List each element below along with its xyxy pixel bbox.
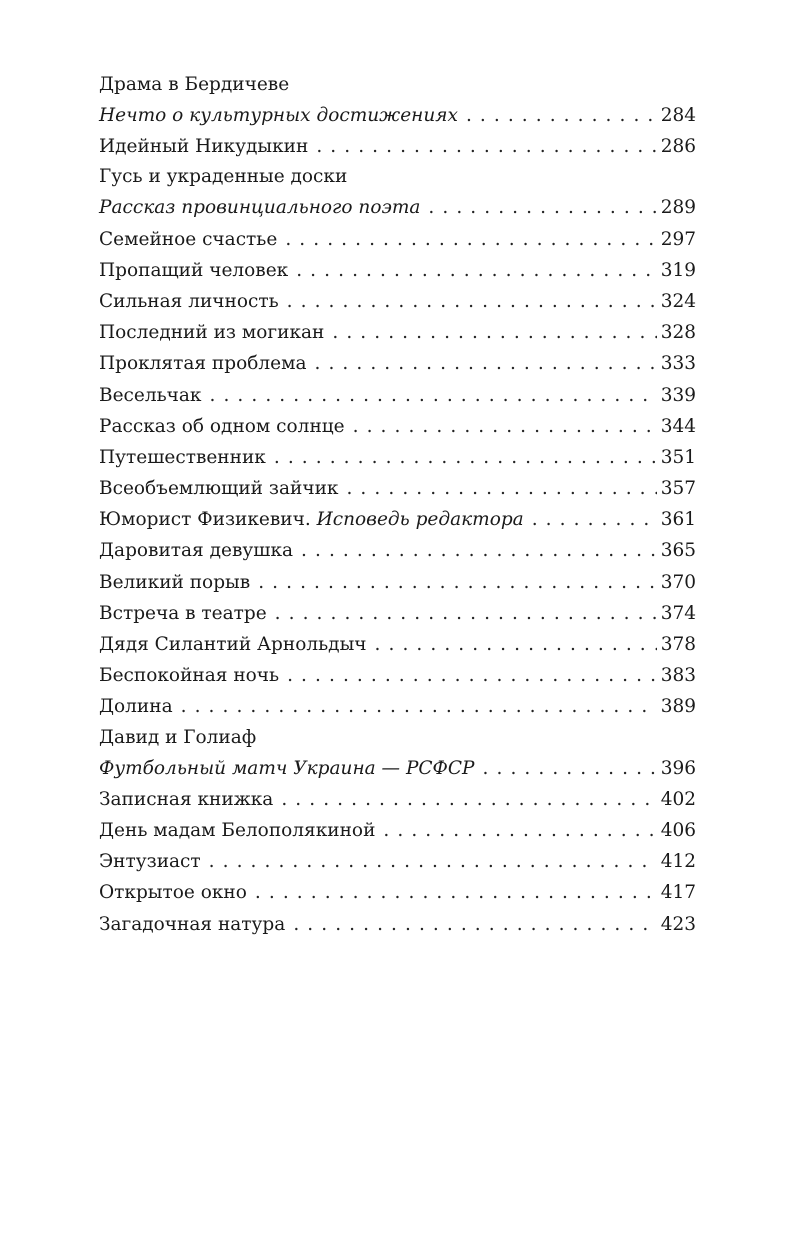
page-number: 297: [660, 228, 696, 250]
page-number: 396: [660, 757, 696, 779]
toc-entry-title: [99, 815, 375, 846]
dot-leader: [316, 131, 656, 162]
toc-subtitle-italic: Нечто о культурных достижениях: [99, 105, 458, 126]
dot-leader: [209, 846, 657, 877]
toc-entry[interactable]: [99, 909, 696, 940]
page-number: 365: [660, 540, 696, 562]
dot-leader: [285, 224, 656, 255]
toc-title-text: Всеобъемлющий зайчик: [99, 478, 339, 500]
toc-title-text: Загадочная натура: [99, 913, 286, 935]
dot-leader: [210, 380, 657, 411]
toc-title-text: Юморист Физикевич.: [99, 509, 317, 531]
toc-entry[interactable]: [99, 784, 696, 815]
toc-title-text: Беспокойная ночь: [99, 665, 280, 687]
toc-entry-heading: [99, 70, 696, 100]
toc-entry-title: [99, 131, 308, 162]
toc-title-text: Путешественник: [99, 446, 266, 468]
toc-entry-title: [99, 255, 288, 286]
toc-entry[interactable]: [99, 504, 696, 535]
toc-entry[interactable]: [99, 192, 696, 223]
toc-subtitle-italic: Рассказ провинциального поэта: [99, 197, 421, 219]
toc-entry-title: [99, 473, 338, 504]
toc-entry-title: [99, 348, 306, 379]
toc-title-text: Пропащий человек: [99, 259, 289, 281]
toc-entry-title: [99, 317, 324, 348]
toc-title-text: День мадам Белополякиной: [99, 819, 376, 841]
page-number: 286: [660, 136, 696, 158]
toc-entry-heading: [99, 162, 696, 192]
toc-entry[interactable]: [99, 442, 696, 473]
toc-entry[interactable]: [99, 598, 696, 629]
dot-leader: [483, 753, 657, 784]
dot-leader: [258, 567, 657, 598]
page-number: 339: [660, 384, 696, 406]
toc-entry-title: [99, 224, 277, 255]
page-number: 374: [660, 602, 696, 624]
toc-heading-text: Гусь и украденные доски: [99, 166, 348, 188]
toc-entry-title: [99, 753, 475, 784]
toc-entry-title: [99, 846, 201, 877]
page-number: 370: [660, 571, 696, 593]
toc-title-text: Дядя Силантий Арнольдыч: [99, 634, 367, 655]
toc-entry[interactable]: [99, 317, 696, 348]
page-number: 361: [660, 509, 696, 531]
page-number: 328: [660, 322, 696, 344]
dot-leader: [255, 877, 657, 908]
toc-title-text: Идейный Никудыкин: [99, 136, 309, 158]
toc-entry-title: [99, 784, 273, 815]
dot-leader: [332, 317, 656, 348]
dot-leader: [532, 504, 657, 535]
page-number: 417: [660, 882, 696, 904]
toc-entry[interactable]: [99, 660, 696, 691]
toc-entry-title: [99, 629, 367, 660]
toc-entry[interactable]: [99, 753, 696, 784]
toc-entry-title: [99, 192, 420, 223]
toc-subtitle-italic: Футбольный матч Украина — РСФСР: [99, 757, 475, 779]
page-number: 319: [660, 259, 696, 281]
toc-title-text: Последний из могикан: [99, 322, 325, 344]
toc-entry[interactable]: [99, 691, 696, 722]
page-number: 333: [660, 353, 696, 375]
toc-entry-heading: [99, 723, 696, 753]
toc-entry[interactable]: [99, 286, 696, 317]
dot-leader: [301, 535, 657, 566]
page-number: 324: [660, 290, 696, 312]
dot-leader: [375, 629, 657, 660]
toc-title-text: Энтузиаст: [99, 851, 201, 873]
toc-entry-title: [99, 598, 267, 629]
toc-entry[interactable]: [99, 255, 696, 286]
toc-entry[interactable]: [99, 629, 696, 660]
toc-title-text: Великий порыв: [99, 571, 251, 593]
page-number: 357: [660, 478, 696, 500]
toc-subtitle-italic: Исповедь редактора: [316, 509, 524, 531]
table-of-contents: [99, 70, 696, 940]
dot-leader: [287, 286, 657, 317]
page-number: 406: [660, 819, 696, 841]
dot-leader: [287, 660, 657, 691]
toc-entry[interactable]: [99, 846, 696, 877]
dot-leader: [181, 691, 657, 722]
toc-title-text: Проклятая проблема: [99, 353, 307, 375]
dot-leader: [428, 192, 656, 223]
toc-entry[interactable]: [99, 473, 696, 504]
toc-title-text: Семейное счастье: [99, 228, 278, 250]
page-number: 289: [660, 197, 696, 219]
toc-entry[interactable]: [99, 877, 696, 908]
page-number: 383: [660, 665, 696, 687]
toc-entry[interactable]: [99, 131, 696, 162]
toc-entry-title: [99, 660, 279, 691]
toc-entry[interactable]: [99, 348, 696, 379]
toc-entry[interactable]: [99, 100, 696, 131]
toc-entry-title: [99, 286, 279, 317]
dot-leader: [466, 100, 657, 131]
toc-title-text: Сильная личность: [99, 290, 279, 312]
toc-entry-title: [99, 535, 293, 566]
page-number: 389: [660, 696, 696, 718]
toc-entry-title: [99, 411, 345, 442]
toc-entry-title: [99, 567, 250, 598]
page-number: 402: [660, 788, 696, 810]
toc-entry[interactable]: [99, 380, 696, 411]
page-number: 284: [660, 105, 696, 126]
toc-title-text: Рассказ об одном солнце: [99, 415, 345, 437]
toc-heading-text: Драма в Бердичеве: [99, 74, 290, 95]
page-number: 344: [660, 415, 696, 437]
dot-leader: [275, 598, 657, 629]
toc-entry[interactable]: [99, 567, 696, 598]
page-number: 351: [660, 446, 696, 468]
toc-entry-title: [99, 877, 247, 908]
toc-entry[interactable]: [99, 224, 696, 255]
toc-title-text: Открытое окно: [99, 882, 247, 904]
toc-title-text: Записная книжка: [99, 788, 274, 810]
toc-title-text: Весельчак: [99, 384, 202, 406]
page-number: 378: [660, 634, 696, 655]
dot-leader: [353, 411, 657, 442]
toc-entry-title: [99, 100, 458, 131]
dot-leader: [281, 784, 656, 815]
toc-heading-text: Давид и Голиаф: [99, 726, 257, 748]
dot-leader: [274, 442, 657, 473]
dot-leader: [293, 909, 656, 940]
dot-leader: [383, 815, 656, 846]
dot-leader: [346, 473, 656, 504]
dot-leader: [296, 255, 656, 286]
toc-entry-title: [99, 380, 202, 411]
toc-title-text: Встреча в театре: [99, 602, 267, 624]
toc-entry[interactable]: [99, 411, 696, 442]
dot-leader: [314, 348, 656, 379]
page-number: 412: [660, 851, 696, 873]
toc-entry[interactable]: [99, 815, 696, 846]
toc-title-text: Долина: [99, 696, 173, 718]
toc-title-text: Даровитая девушка: [99, 540, 294, 562]
toc-entry-title: [99, 691, 173, 722]
page-number: 423: [660, 913, 696, 935]
toc-entry-title: [99, 504, 524, 535]
toc-entry-title: [99, 909, 285, 940]
toc-entry[interactable]: [99, 535, 696, 566]
toc-entry-title: [99, 442, 266, 473]
